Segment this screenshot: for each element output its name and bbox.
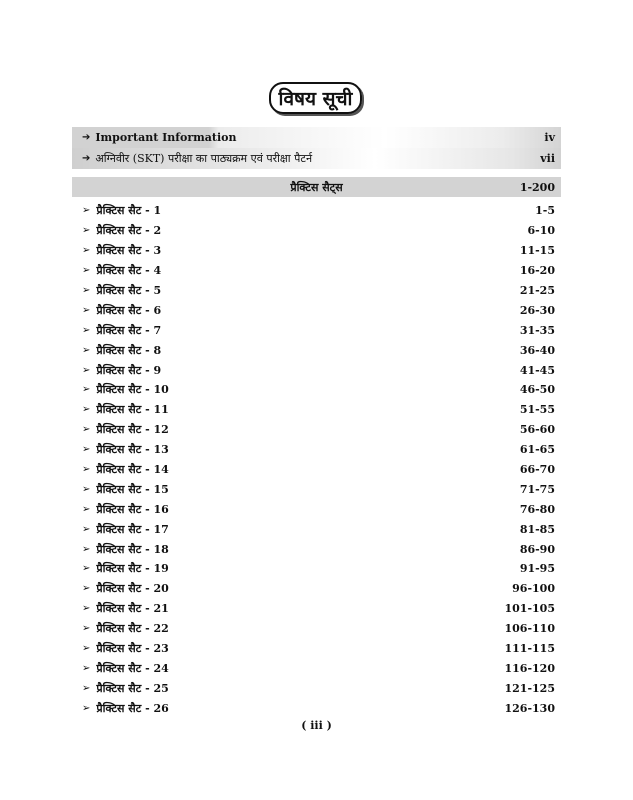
- toc-item[interactable]: [72, 300, 561, 320]
- info-label: अग्निवीर (SKT) परीक्षा का पाठ्यक्रम एवं परीक्षा पैटर्न: [95, 152, 313, 165]
- toc-item-label: प्रैक्टिस सैट - 24: [96, 661, 169, 675]
- arrowhead-icon: ➢: [82, 583, 91, 595]
- info-page: vii: [540, 152, 555, 165]
- toc-item[interactable]: [72, 460, 561, 480]
- toc-item-pages: 11-15: [519, 244, 555, 258]
- toc-item-pages: 46-50: [519, 383, 555, 397]
- toc-item[interactable]: [72, 440, 561, 460]
- arrowhead-icon: ➢: [82, 444, 91, 456]
- toc-item-label-wrap: [72, 681, 169, 696]
- toc-item[interactable]: [72, 261, 561, 281]
- toc-item[interactable]: [72, 539, 561, 559]
- toc-item-label-wrap: [72, 203, 161, 218]
- toc-item-label-wrap: [72, 363, 161, 378]
- toc-item-pages: 61-65: [519, 443, 555, 457]
- toc-item-label-wrap: [72, 522, 169, 537]
- toc-item-label-wrap: [72, 462, 169, 477]
- toc-item-pages: 76-80: [519, 502, 555, 516]
- toc-item[interactable]: [72, 499, 561, 519]
- arrow-right-icon: ➔: [82, 132, 91, 143]
- toc-item-label: प्रैक्टिस सैट - 3: [96, 244, 162, 258]
- toc-item-label: प्रैक्टिस सैट - 9: [96, 363, 162, 377]
- toc-item-pages: 21-25: [519, 284, 555, 297]
- section-title: प्रैक्टिस सैट्स: [290, 180, 343, 194]
- info-label-wrap: [72, 131, 236, 144]
- toc-item[interactable]: [72, 619, 561, 639]
- toc-item[interactable]: [72, 320, 561, 340]
- toc-item[interactable]: [72, 599, 561, 619]
- toc-item-pages: 66-70: [519, 463, 555, 477]
- toc-item-label: प्रैक्टिस सैट - 11: [96, 403, 169, 417]
- toc-item[interactable]: [72, 698, 561, 718]
- toc-item-label: प्रैक्टिस सैट - 23: [96, 642, 169, 656]
- toc-item[interactable]: [72, 479, 561, 499]
- toc-item-label-wrap: [72, 402, 169, 417]
- toc-item-label: प्रैक्टिस सैट - 5: [96, 284, 162, 297]
- section-range: 1-200: [519, 180, 555, 194]
- toc-item[interactable]: [72, 241, 561, 261]
- toc-item[interactable]: [72, 360, 561, 380]
- toc-item[interactable]: [72, 559, 561, 579]
- toc-list: [72, 201, 561, 718]
- arrowhead-icon: ➢: [82, 304, 91, 316]
- toc-item-label: प्रैक्टिस सैट - 8: [96, 343, 162, 357]
- toc-item[interactable]: [72, 678, 561, 698]
- arrowhead-icon: ➢: [82, 503, 91, 515]
- arrowhead-icon: ➢: [82, 523, 91, 535]
- toc-item-label-wrap: [72, 382, 169, 397]
- toc-item-pages: 31-35: [519, 323, 555, 337]
- toc-item-pages: 56-60: [519, 423, 555, 437]
- toc-item-label-wrap: [72, 542, 169, 557]
- toc-item-pages: 41-45: [519, 363, 555, 377]
- toc-item-label-wrap: [72, 482, 169, 497]
- toc-item-label-wrap: [72, 343, 161, 358]
- toc-item-pages: 16-20: [519, 264, 555, 278]
- toc-item-label: प्रैक्टिस सैट - 6: [96, 303, 162, 317]
- toc-item-label: प्रैक्टिस सैट - 16: [96, 502, 169, 516]
- section-header: [72, 177, 561, 197]
- arrowhead-icon: ➢: [82, 483, 91, 495]
- arrowhead-icon: ➢: [82, 205, 91, 217]
- toc-item-label: प्रैक्टिस सैट - 14: [96, 463, 169, 477]
- toc-item-pages: 86-90: [519, 542, 555, 556]
- arrowhead-icon: ➢: [82, 603, 91, 615]
- page-title: विषय सूची: [269, 82, 362, 114]
- arrowhead-icon: ➢: [82, 623, 91, 635]
- arrowhead-icon: ➢: [82, 285, 91, 296]
- toc-item[interactable]: [72, 658, 561, 678]
- toc-item[interactable]: [72, 281, 561, 301]
- info-label: Important Information: [95, 131, 237, 144]
- toc-item-pages: 81-85: [519, 522, 555, 536]
- toc-item-pages: 51-55: [519, 403, 555, 417]
- arrowhead-icon: ➢: [82, 364, 91, 376]
- toc-item[interactable]: [72, 380, 561, 400]
- arrowhead-icon: ➢: [82, 225, 91, 237]
- toc-item-pages: 96-100: [512, 582, 555, 596]
- toc-item-label: प्रैक्टिस सैट - 19: [96, 562, 169, 576]
- info-row-important[interactable]: [72, 127, 561, 148]
- toc-item-label: प्रैक्टिस सैट - 1: [96, 204, 162, 218]
- toc-item-label: प्रैक्टिस सैट - 21: [96, 602, 169, 616]
- toc-item-label-wrap: [72, 422, 169, 437]
- toc-item[interactable]: [72, 201, 561, 221]
- toc-item[interactable]: [72, 340, 561, 360]
- toc-item-label: प्रैक्टिस सैट - 22: [96, 622, 169, 636]
- toc-item-label-wrap: [72, 641, 169, 656]
- arrowhead-icon: ➢: [82, 384, 91, 396]
- toc-item-label: प्रैक्टिस सैट - 12: [96, 423, 169, 437]
- toc-item-label: प्रैक्टिस सैट - 4: [96, 264, 162, 278]
- toc-item-label-wrap: [72, 601, 169, 616]
- page-number: ( iii ): [301, 719, 332, 732]
- arrowhead-icon: ➢: [82, 563, 91, 575]
- arrowhead-icon: ➢: [82, 344, 91, 356]
- toc-item-label-wrap: [72, 243, 161, 258]
- toc-item-pages: 121-125: [504, 681, 555, 695]
- toc-item-label-wrap: [72, 621, 169, 636]
- toc-item-pages: 91-95: [519, 562, 555, 576]
- toc-item-label-wrap: [72, 303, 161, 318]
- info-label-wrap: [72, 151, 312, 166]
- arrowhead-icon: ➢: [82, 404, 91, 416]
- toc-item-label: प्रैक्टिस सैट - 20: [96, 582, 169, 596]
- toc-item-label-wrap: [72, 323, 161, 338]
- toc-item-pages: 71-75: [519, 482, 555, 496]
- toc-item-label-wrap: [72, 661, 169, 676]
- arrowhead-icon: ➢: [82, 682, 91, 694]
- toc-item-label-wrap: [72, 442, 169, 457]
- arrowhead-icon: ➢: [82, 324, 91, 336]
- toc-item[interactable]: [72, 519, 561, 539]
- toc-item-pages: 101-105: [504, 602, 555, 616]
- toc-item-label-wrap: [72, 561, 169, 576]
- arrow-right-icon: ➔: [82, 153, 91, 164]
- toc-item-pages: 6-10: [527, 224, 555, 238]
- toc-item-label: प्रैक्टिस सैट - 25: [96, 681, 169, 695]
- toc-item-label: प्रैक्टिस सैट - 7: [96, 323, 162, 337]
- toc-item-label-wrap: [72, 283, 161, 298]
- toc-item-pages: 1-5: [535, 204, 555, 218]
- toc-item-label: प्रैक्टिस सैट - 13: [96, 443, 169, 457]
- toc-item-label-wrap: [72, 581, 169, 596]
- toc-item-label-wrap: [72, 263, 161, 278]
- info-page: iv: [544, 131, 555, 144]
- arrowhead-icon: ➢: [82, 662, 91, 674]
- toc-item-label: प्रैक्टिस सैट - 15: [96, 482, 169, 496]
- arrowhead-icon: ➢: [82, 245, 91, 257]
- toc-item-label: प्रैक्टिस सैट - 2: [96, 224, 162, 238]
- info-section: [72, 127, 561, 169]
- toc-item-pages: 26-30: [519, 303, 555, 317]
- toc-item-label: प्रैक्टिस सैट - 17: [96, 522, 169, 536]
- arrowhead-icon: ➢: [82, 702, 91, 714]
- arrowhead-icon: ➢: [82, 265, 91, 277]
- toc-item-label-wrap: [72, 701, 169, 716]
- arrowhead-icon: ➢: [82, 464, 91, 476]
- arrowhead-icon: ➢: [82, 543, 91, 555]
- info-row-syllabus[interactable]: [72, 148, 561, 169]
- toc-item-label: प्रैक्टिस सैट - 26: [96, 701, 169, 715]
- toc-item[interactable]: [72, 579, 561, 599]
- toc-item-pages: 36-40: [519, 343, 555, 357]
- toc-item-label: प्रैक्टिस सैट - 10: [96, 383, 169, 397]
- toc-item-pages: 111-115: [504, 642, 555, 656]
- toc-item-pages: 126-130: [504, 701, 555, 715]
- toc-item[interactable]: [72, 221, 561, 241]
- toc-item-label-wrap: [72, 223, 161, 238]
- toc-item[interactable]: [72, 420, 561, 440]
- toc-item-pages: 116-120: [504, 661, 555, 675]
- arrowhead-icon: ➢: [82, 643, 91, 655]
- arrowhead-icon: ➢: [82, 424, 91, 436]
- toc-item-pages: 106-110: [504, 622, 555, 636]
- toc-item-label: प्रैक्टिस सैट - 18: [96, 542, 169, 556]
- toc-item[interactable]: [72, 639, 561, 659]
- toc-item[interactable]: [72, 400, 561, 420]
- toc-item-label-wrap: [72, 502, 169, 517]
